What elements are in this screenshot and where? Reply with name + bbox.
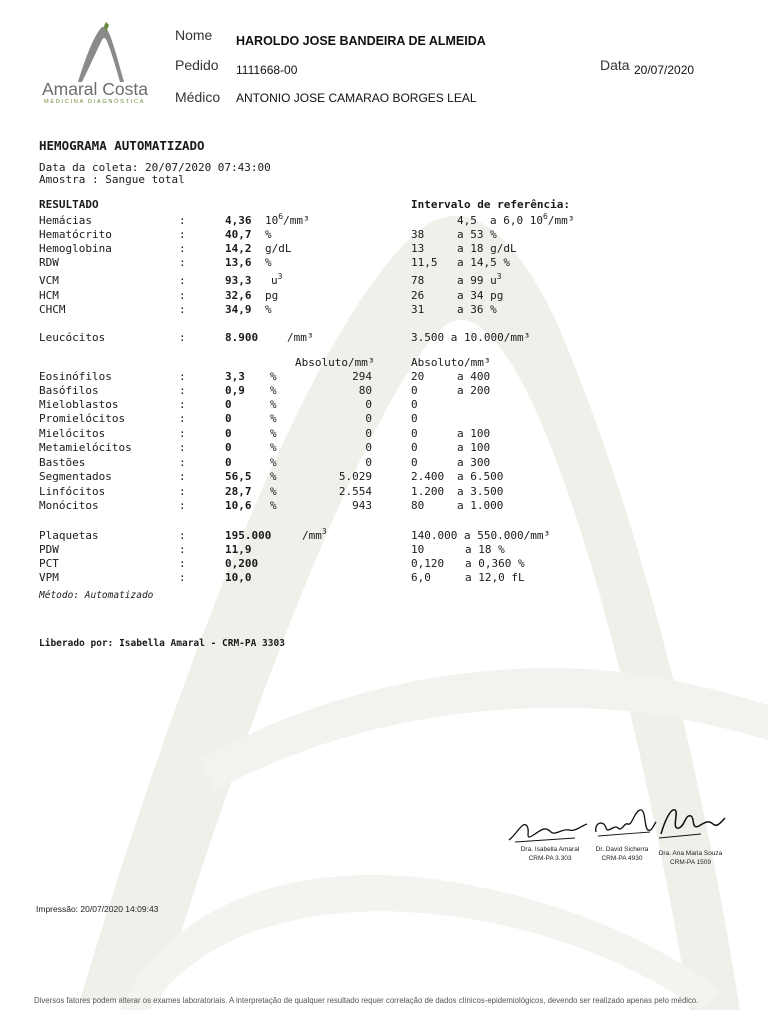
table-row: Eosinófilos : 3,3 % 294 20 a 400 xyxy=(39,370,491,383)
signature-2-crm: CRM-PA 4930 xyxy=(601,855,643,862)
table-row: Basófilos : 0,9 % 80 0 a 200 xyxy=(39,384,491,397)
signature-3-icon xyxy=(655,800,727,846)
nome-value: HAROLDO JOSE BANDEIRA DE ALMEIDA xyxy=(236,34,486,48)
brand-name: Amaral Costa xyxy=(42,79,149,99)
row-label: VCM xyxy=(39,274,59,287)
coleta-date: Data da coleta: 20/07/2020 07:43:00 xyxy=(39,161,271,174)
referencia-heading: Intervalo de referência: xyxy=(411,198,570,211)
table-row: VCM : 93,3 $u^3$ 78 a 99 $u^3$ xyxy=(39,272,502,287)
report-title: HEMOGRAMA AUTOMATIZADO xyxy=(39,138,205,153)
table-row: Linfócitos : 28,7 % 2.554 1.200 a 3.500 xyxy=(39,485,504,498)
table-row: Hemoglobina : 14,2 g/dL 13 a 18 g/dL xyxy=(39,242,517,255)
data-label: Data xyxy=(600,57,630,73)
resultado-heading: RESULTADO xyxy=(39,198,99,211)
row-value: 8.900 xyxy=(225,331,259,344)
table-row: Plaquetas : 195.000 $/mm^3$ 140.000 a 550.000/mm³ xyxy=(39,527,551,542)
row-label: HCM xyxy=(39,289,59,302)
row-value: 13,6 xyxy=(225,256,252,269)
table-row: PCT : 0,200 0,120 a 0,360 % xyxy=(39,557,525,570)
table-row: HCM : 32,6 pg 26 a 34 pg xyxy=(39,289,504,302)
row-value: 34,9 xyxy=(225,303,252,316)
table-row: Hemácias : 4,36 $10^6$/mm³ 4,5 a 6,0 $10^6$/mm³ xyxy=(39,212,575,227)
row-label: RDW xyxy=(39,256,59,269)
table-row: Mielócitos : 0 % 0 0 a 100 xyxy=(39,427,491,440)
pedido-value: 1111668-00 xyxy=(236,63,298,77)
table-row: Bastões : 0 % 0 0 a 300 xyxy=(39,456,491,469)
row-label: Leucócitos xyxy=(39,331,106,344)
table-row: RDW : 13,6 % 11,5 a 14,5 % xyxy=(39,256,510,269)
table-row: CHCM : 34,9 % 31 a 36 % xyxy=(39,303,497,316)
row-label: Hemoglobina xyxy=(39,242,112,255)
liberado-por: Liberado por: Isabella Amaral - CRM-PA 3303 xyxy=(39,638,285,649)
row-value: 40,7 xyxy=(225,228,252,241)
table-row: Leucócitos : 8.900 /mm³ 3.500 a 10.000/mm³ xyxy=(39,331,531,344)
footer-disclaimer: Diversos fatores podem alterar os exames laboratoriais. A interpretação de qualquer resultado requer correlação de dados clínicos-epidemiológicos, devendo ser realizado apenas pelo médico. xyxy=(34,996,699,1005)
signature-1-icon xyxy=(505,812,590,848)
signature-2-icon xyxy=(590,802,660,844)
table-row: VPM : 10,0 6,0 a 12,0 fL xyxy=(39,571,525,584)
table-row: Mieloblastos : 0 % 0 0 xyxy=(39,398,418,411)
medico-label: Médico xyxy=(175,89,221,105)
row-value: 32,6 xyxy=(225,289,252,302)
row-value: 93,3 xyxy=(225,274,252,287)
nome-label: Nome xyxy=(175,27,213,43)
row-label: Hemácias xyxy=(39,214,92,227)
table-row: Monócitos : 10,6 % 943 80 a 1.000 xyxy=(39,499,504,512)
brand-subtitle: MEDICINA DIAGNÓSTICA xyxy=(44,99,146,105)
row-value: 14,2 xyxy=(225,242,252,255)
medico-value: ANTONIO JOSE CAMARAO BORGES LEAL xyxy=(236,91,477,105)
data-value: 20/07/2020 xyxy=(634,63,695,77)
signature-2-name: Dr. David Sicherra xyxy=(595,846,649,853)
logo-arch-icon xyxy=(70,22,130,84)
row-value: 4,36 xyxy=(225,214,252,227)
absoluto-ref-header: Absoluto/mm³ xyxy=(411,356,491,369)
impressao-timestamp: Impressão: 20/07/2020 14:09:43 xyxy=(36,904,159,914)
signature-1-crm: CRM-PA 3.303 xyxy=(528,855,572,862)
table-row: Hematócrito : 40,7 % 38 a 53 % xyxy=(39,228,497,241)
signature-1-name: Dra. Isabella Amaral xyxy=(520,846,580,853)
table-row: PDW : 11,9 10 a 18 % xyxy=(39,543,505,556)
signature-3-name: Dra. Ana Maria Souza xyxy=(658,850,723,857)
pedido-label: Pedido xyxy=(175,57,219,73)
table-row: Segmentados : 56,5 % 5.029 2.400 a 6.500 xyxy=(39,470,504,483)
table-row: Promielócitos : 0 % 0 0 xyxy=(39,412,418,425)
metodo-note: Método: Automatizado xyxy=(39,590,154,601)
table-row: Metamielócitos : 0 % 0 0 a 100 xyxy=(39,441,491,454)
row-label: CHCM xyxy=(39,303,66,316)
signature-3-crm: CRM-PA 1509 xyxy=(669,859,712,866)
absoluto-header: Absoluto/mm³ xyxy=(295,356,375,369)
amostra: Amostra : Sangue total xyxy=(39,173,185,186)
row-label: Hematócrito xyxy=(39,228,112,241)
